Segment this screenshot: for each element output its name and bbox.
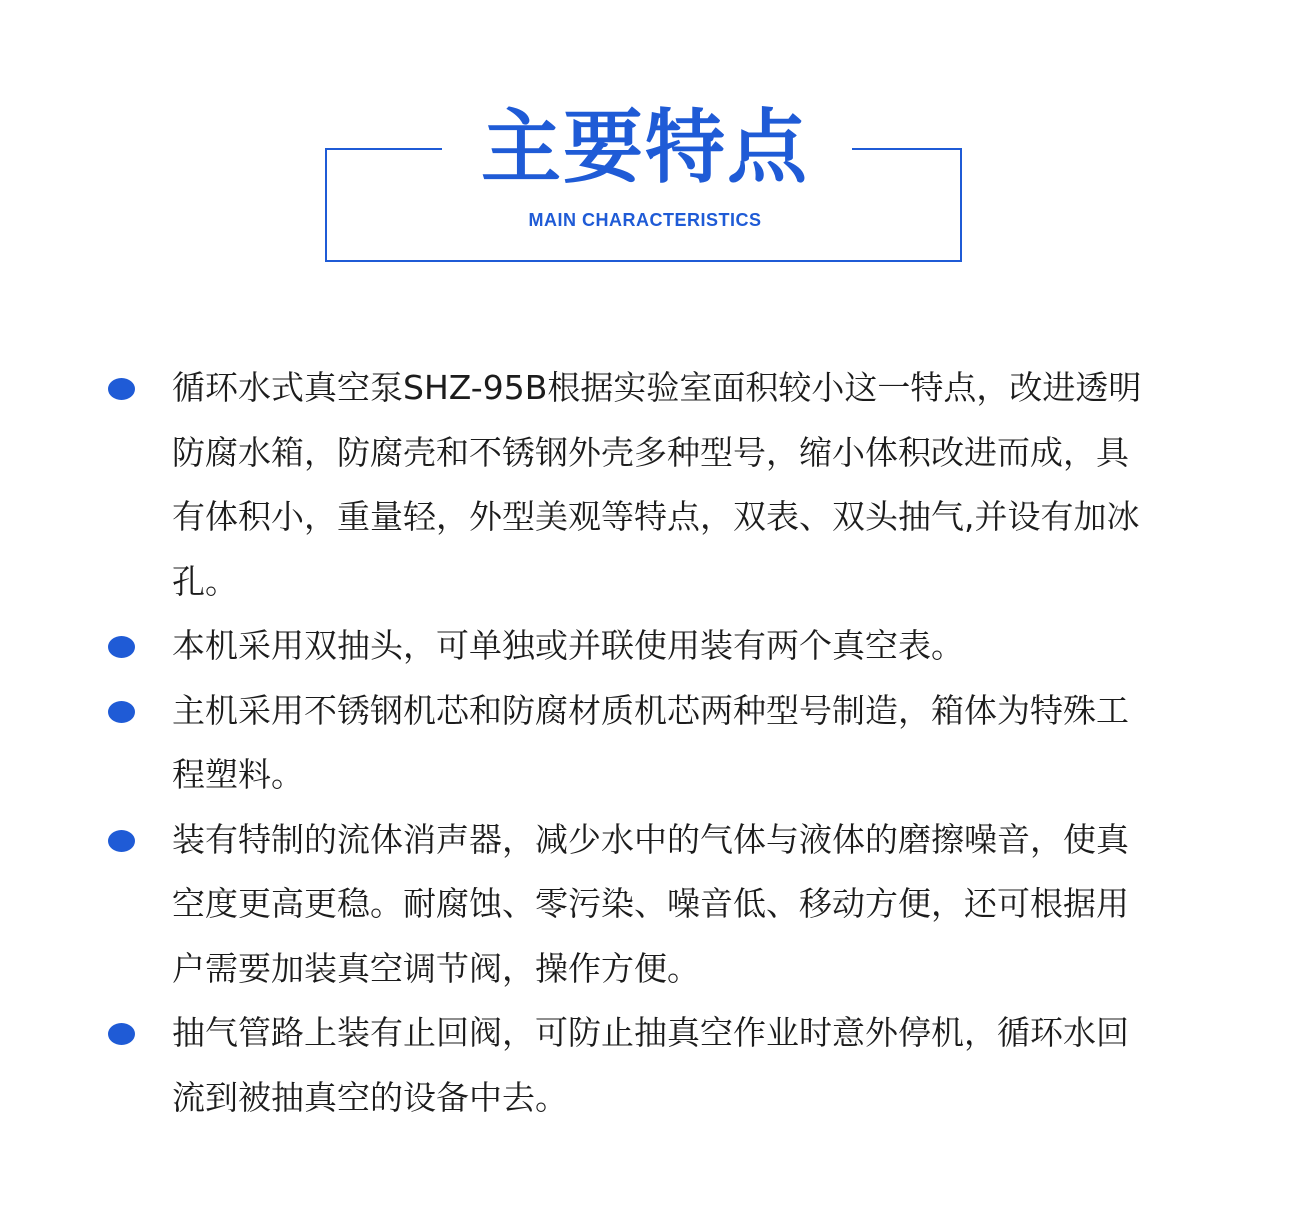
- bullet-dot-icon: [108, 1023, 135, 1045]
- page-title: 主要特点: [481, 101, 809, 194]
- feature-list: [108, 356, 1193, 1130]
- bullet-dot-icon: [108, 830, 135, 852]
- feature-item: [108, 1001, 1193, 1130]
- feature-item: [108, 356, 1193, 614]
- page-subtitle: MAIN CHARACTERISTICS: [528, 210, 762, 230]
- bullet-dot-icon: [108, 636, 135, 658]
- feature-text: 抽气管路上装有止回阀，可防止抽真空作业时意外停机，循环水回流到被抽真空的设备中去。: [172, 1013, 1129, 1117]
- feature-item: [108, 679, 1193, 808]
- feature-item: [108, 614, 1193, 679]
- feature-text: 本机采用双抽头，可单独或并联使用装有两个真空表。: [172, 626, 964, 665]
- feature-text: 主机采用不锈钢机芯和防腐材质机芯两种型号制造，箱体为特殊工程塑料。: [172, 690, 1129, 794]
- feature-item: [108, 808, 1193, 1002]
- bullet-dot-icon: [108, 378, 135, 400]
- feature-text: 循环水式真空泵SHZ-95B根据实验室面积较小这一特点，改进透明防腐水箱，防腐壳和不锈钢外壳多种型号，缩小体积改进而成，具有体积小，重量轻，外型美观等特点，双表、双头抽气,并设有加冰孔。: [172, 368, 1142, 601]
- feature-text: 装有特制的流体消声器，减少水中的气体与液体的磨擦噪音，使真空度更高更稳。耐腐蚀、零污染、噪音低、移动方便，还可根据用户需要加装真空调节阀，操作方便。: [172, 819, 1129, 988]
- bullet-dot-icon: [108, 701, 135, 723]
